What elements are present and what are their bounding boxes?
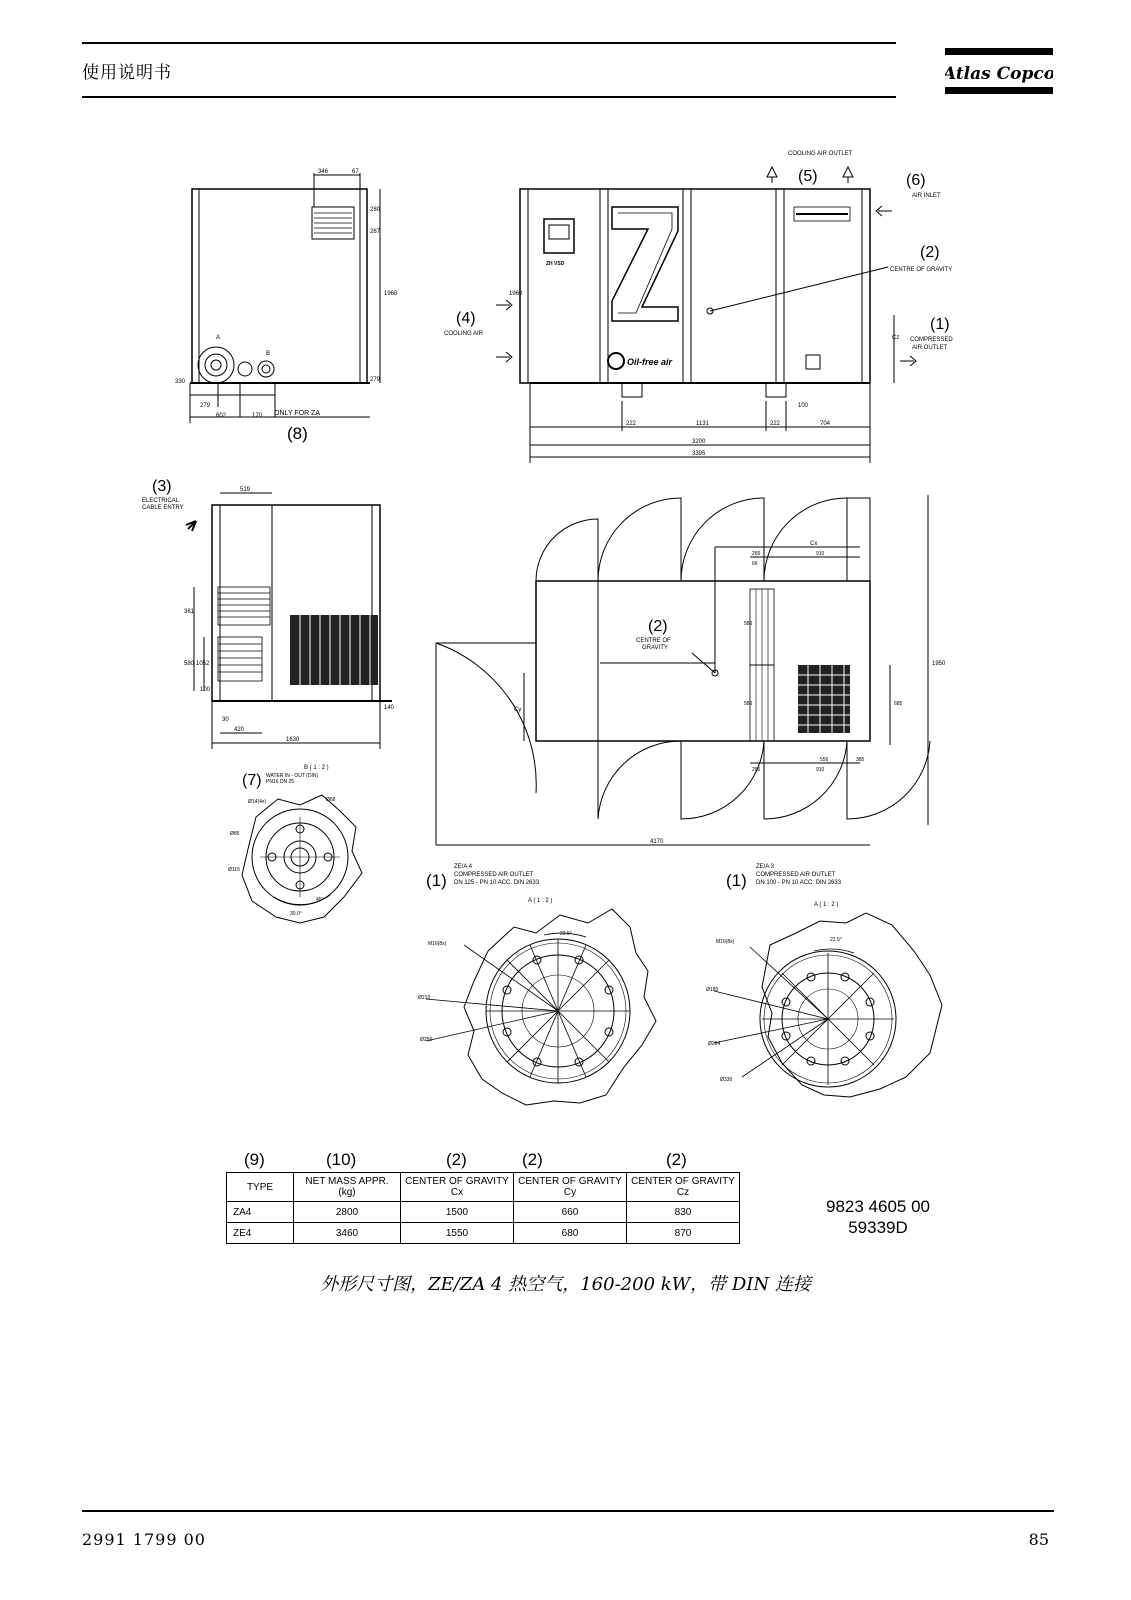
front-dim: 222: [626, 421, 637, 427]
end-dim: 519: [240, 487, 251, 493]
cell-mass: 3460: [294, 1223, 401, 1244]
plan-dim: 580: [744, 701, 753, 707]
cell-cz: 830: [627, 1202, 740, 1223]
za3-dim: 22.5°: [830, 937, 842, 943]
front-dim: 1960: [509, 291, 523, 297]
end-dim: 100: [200, 687, 211, 693]
za3-dim: Ø180: [706, 987, 719, 993]
cell-cy: 680: [514, 1223, 627, 1244]
end-dim: 1630: [286, 737, 300, 743]
footer-page-number: 85: [1028, 1530, 1049, 1549]
za3-dim: M16(8x): [716, 939, 735, 945]
end-callout-text: ELECTRICAL: [142, 498, 180, 504]
side-dim: 346: [318, 169, 329, 175]
table-row: [227, 1202, 740, 1223]
front-gravity-num: (2): [920, 244, 940, 261]
front-dim: 1131: [696, 421, 709, 427]
side-note: ONLY FOR ZA: [274, 410, 321, 417]
end-dim: 580: [184, 661, 195, 667]
front-cooling-air-num: (4): [456, 310, 476, 327]
plan-gravity-num: (2): [648, 618, 668, 635]
footer-doc-code: 2991 1799 00: [82, 1530, 206, 1549]
specification-table: [226, 1172, 740, 1244]
detail-b-dim: Ø85: [230, 831, 240, 837]
drawing-number-line2: 59339D: [848, 1218, 908, 1237]
end-view: [142, 478, 395, 749]
plan-dim: Cy: [514, 707, 522, 713]
detail-b-dim: Ø115: [228, 867, 240, 873]
side-view: [175, 169, 398, 443]
header-cg-x: CENTER OF GRAVITY Cx: [401, 1173, 514, 1202]
side-dim: 602: [216, 413, 227, 419]
detail-b: [228, 765, 362, 923]
front-compressed-num: (1): [930, 316, 950, 333]
header-cg-z: CENTER OF GRAVITY Cz: [627, 1173, 740, 1202]
table-callout: (9): [244, 1150, 265, 1169]
brand-logo: [945, 46, 1053, 102]
za3-callout: (1): [726, 871, 747, 890]
plan-dim: 1950: [932, 661, 946, 667]
end-callout-text: CABLE ENTRY: [142, 505, 184, 511]
header-net-mass: NET MASS APPR. (kg): [294, 1173, 401, 1202]
plan-dim: Cx: [810, 541, 818, 547]
front-panel-label: ZH VSD: [546, 261, 565, 267]
detail-a-za3: [706, 864, 942, 1097]
cell-cz: 870: [627, 1223, 740, 1244]
front-cooling-outlet-num: (5): [798, 168, 818, 185]
figure-caption: 外形尺寸图，ZE/ZA 4 热空气，160-200 kW，带 DIN 连接: [320, 1274, 811, 1295]
front-cooling-air-text: COOLING AIR: [444, 331, 484, 337]
detail-b-note: WATER IN - OUT (DIN): [266, 773, 319, 779]
detail-b-dim: Ø14(4x): [248, 799, 267, 805]
table-header-row: [227, 1173, 740, 1202]
side-dim: 280: [370, 207, 381, 213]
front-air-inlet-num: (6): [906, 172, 926, 189]
side-callout: (8): [287, 424, 308, 443]
detail-b-dim: Ø68: [326, 797, 336, 803]
side-dim: 1960: [384, 291, 398, 297]
brand-logo-text: Atlas Copco: [945, 64, 1053, 84]
cell-mass: 2800: [294, 1202, 401, 1223]
plan-view: [436, 495, 946, 845]
front-air-inlet-text: AIR INLET: [912, 193, 941, 199]
end-dim: 361: [184, 609, 195, 615]
side-label-b: B: [266, 351, 271, 357]
cell-type: ZE4: [227, 1223, 294, 1244]
za4-callout: (1): [426, 871, 447, 890]
za4-dim: Ø250: [420, 1037, 433, 1043]
front-dim: 100: [798, 403, 809, 409]
plan-dim: 385: [856, 757, 865, 763]
side-dim: 170: [252, 413, 263, 419]
header-rule-bottom: [82, 96, 896, 98]
plan-gravity-text: CENTRE OF: [636, 638, 671, 644]
side-dim: 279: [370, 377, 381, 383]
za4-text: COMPRESSED AIR OUTLET: [454, 872, 534, 878]
end-dim: 140: [384, 705, 395, 711]
header-rule-top: [82, 42, 896, 44]
side-dim: 279: [200, 403, 211, 409]
cell-cx: 1500: [401, 1202, 514, 1223]
detail-b-dim: 30.0°: [290, 911, 302, 917]
front-brand-badge: Oil-free air: [627, 357, 673, 367]
front-dim: Cz: [892, 335, 900, 341]
detail-b-title: B ( 1 : 2 ): [304, 765, 329, 771]
drawing-number-line1: 9823 4605 00: [826, 1197, 930, 1216]
plan-dim: 556: [820, 757, 829, 763]
plan-dim: 66: [752, 561, 758, 567]
za3-title: A ( 1 : 2 ): [814, 902, 839, 908]
za3-text: DN 100 - PN 10 ACC. DIN 2633: [756, 880, 842, 886]
header-type: TYPE: [227, 1173, 294, 1202]
header-title: 使用说明书: [82, 63, 172, 83]
za4-title: A ( 1 : 2 ): [528, 898, 553, 904]
front-cooling-outlet-text: COOLING AIR OUTLET: [788, 151, 853, 157]
cell-cx: 1550: [401, 1223, 514, 1244]
front-dim: 704: [820, 421, 831, 427]
footer-rule: [82, 1510, 1054, 1512]
plan-dim: 580: [744, 621, 753, 627]
za4-model: ZE/A 4: [454, 864, 473, 870]
front-view: [444, 151, 953, 463]
plan-dim: 4170: [650, 839, 664, 845]
plan-gravity-text: GRAVITY: [642, 645, 668, 651]
end-dim: 30: [222, 717, 229, 723]
za3-text: COMPRESSED AIR OUTLET: [756, 872, 836, 878]
plan-dim: 910: [816, 767, 825, 773]
front-dim: 3395: [692, 451, 706, 457]
front-gravity-text: CENTRE OF GRAVITY: [890, 267, 953, 273]
front-dim: 3200: [692, 439, 706, 445]
side-dim: 67: [352, 169, 359, 175]
plan-dim: 910: [816, 551, 825, 557]
plan-dim: 266: [752, 767, 761, 773]
technical-drawing: [130, 145, 990, 1170]
za3-dim: Ø330: [720, 1077, 733, 1083]
detail-a-za4: [418, 864, 656, 1105]
table-row: [227, 1223, 740, 1244]
za4-dim: M16(8x): [428, 941, 447, 947]
cell-cy: 660: [514, 1202, 627, 1223]
table-callout: (2): [446, 1150, 467, 1169]
front-compressed-text: COMPRESSED: [910, 337, 953, 343]
drawing-number: [826, 1196, 930, 1238]
za3-dim: Ø264: [708, 1041, 721, 1047]
end-dim: 420: [234, 727, 245, 733]
detail-b-dim: 45°: [316, 897, 324, 903]
header-cg-y: CENTER OF GRAVITY Cy: [514, 1173, 627, 1202]
detail-b-callout: (7): [242, 772, 262, 789]
detail-b-note: PN16 DN 25: [266, 779, 295, 785]
za3-model: ZE/A 3: [756, 864, 775, 870]
table-callout: (10): [326, 1150, 357, 1169]
side-dim: 267: [370, 229, 381, 235]
end-dim: 1052: [196, 661, 210, 667]
plan-dim: 685: [894, 701, 903, 707]
table-callout: (2): [666, 1150, 687, 1169]
side-label-a: A: [216, 335, 221, 341]
za4-text: DN 125 - PN 10 ACC. DIN 2633: [454, 880, 540, 886]
front-dim: 222: [770, 421, 781, 427]
cell-type: ZA4: [227, 1202, 294, 1223]
za4-dim: 22.5°: [560, 931, 572, 937]
table-callout: (2): [522, 1150, 543, 1169]
plan-dim: 266: [752, 551, 761, 557]
end-callout-num: (3): [152, 478, 172, 495]
front-compressed-text: AIR OUTLET: [912, 345, 948, 351]
za4-dim: Ø210: [418, 995, 431, 1001]
side-dim: 330: [175, 379, 186, 385]
